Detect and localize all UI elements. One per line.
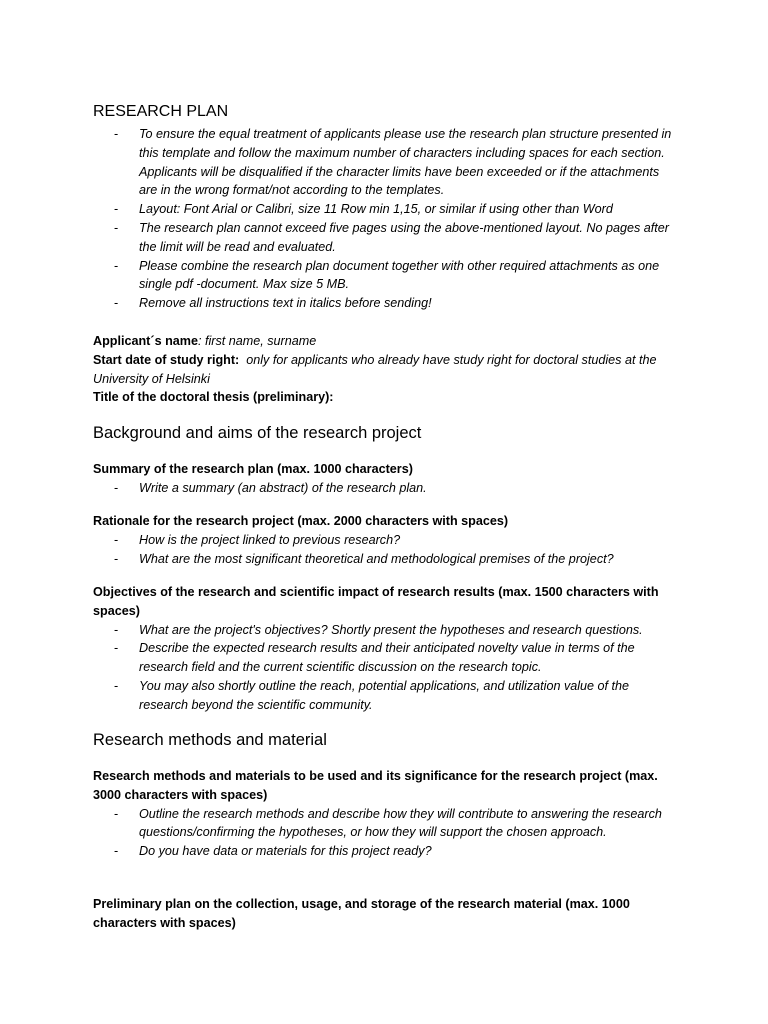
- dash-marker: -: [114, 220, 119, 235]
- instruction-text: Outline the research methods and describe how they will contribute to answering the research questions/confirming the hypotheses, or how they will support the chosen approach.: [139, 806, 662, 840]
- objectives-list: [93, 621, 676, 715]
- dash-marker: -: [114, 622, 119, 637]
- subsection-heading: Objectives of the research and scientific impact of research results (max. 1500 characters with spaces): [93, 585, 659, 618]
- list-item: [93, 479, 676, 498]
- applicant-name-label: Applicant´s name: [93, 334, 198, 348]
- instruction-text: What are the most significant theoretical and methodological premises of the project?: [139, 551, 614, 566]
- subsection-heading: Preliminary plan on the collection, usage, and storage of the research material (max. 1000 characters with spaces): [93, 897, 630, 930]
- dash-marker: -: [114, 806, 119, 821]
- applicant-name-value: : first name, surname: [197, 334, 317, 348]
- list-item: [93, 842, 676, 861]
- list-item: [93, 219, 676, 257]
- thesis-title-label: Title of the doctoral thesis (preliminary):: [93, 390, 334, 405]
- rationale-block: [93, 512, 676, 568]
- section-methods: [93, 729, 676, 751]
- list-item: [93, 125, 676, 200]
- instruction-text: What are the project's objectives? Shortly present the hypotheses and research questions.: [139, 622, 643, 637]
- instruction-text: Please combine the research plan document together with other required attachments as one single pdf -document. Max size 5 MB.: [139, 258, 660, 292]
- objectives-block: [93, 583, 676, 715]
- instruction-text: How is the project linked to previous research?: [139, 532, 401, 547]
- section-heading: Background and aims of the research project: [93, 424, 422, 442]
- instruction-text: You may also shortly outline the reach, potential applications, and utilization value of the research beyond the scientific community.: [139, 678, 630, 712]
- section-background: [93, 422, 676, 444]
- dash-marker: -: [114, 551, 119, 566]
- start-date-value: only for applicants who already have study right for doctoral studies at the University of Helsinki: [93, 352, 657, 386]
- start-date-label: Start date of study right:: [93, 352, 240, 367]
- dash-marker: -: [114, 532, 119, 547]
- list-item: [93, 677, 676, 715]
- section-heading: Research methods and material: [93, 731, 327, 749]
- applicant-info: [93, 332, 676, 407]
- instruction-text: Do you have data or materials for this project ready?: [139, 844, 432, 859]
- dash-marker: -: [114, 258, 119, 273]
- applicant-name-line: [93, 332, 676, 351]
- instruction-text: Remove all instructions text in italics before sending!: [139, 296, 432, 311]
- instruction-text: Describe the expected research results and their anticipated novelty value in terms of the research field and the current scientific discussion on the research topic.: [139, 641, 635, 675]
- collection-plan-block: [93, 895, 676, 933]
- subsection-heading: Research methods and materials to be used and its significance for the research project (max. 3000 characters with spaces): [93, 769, 658, 802]
- dash-marker: -: [114, 480, 119, 495]
- list-item: [93, 294, 676, 313]
- list-item: [93, 257, 676, 295]
- list-item: [93, 639, 676, 677]
- subsection-heading: Summary of the research plan (max. 1000 characters): [93, 462, 413, 476]
- list-item: [93, 200, 676, 219]
- subsection-heading: Rationale for the research project (max. 2000 characters with spaces): [93, 514, 509, 528]
- instruction-text: Write a summary (an abstract) of the research plan.: [139, 480, 427, 495]
- start-date-line: [93, 351, 676, 389]
- list-item: [93, 531, 676, 550]
- methods-list: [93, 805, 676, 861]
- dash-marker: -: [114, 641, 119, 656]
- list-item: [93, 621, 676, 640]
- instruction-text: To ensure the equal treatment of applicants please use the research plan structure presented in this template and follow the maximum number of characters including spaces for each section. Applicants will be disqualified if the character limits have been exceeded or if the attachments are in the wrong format/not according to the templates.: [139, 127, 672, 198]
- dash-marker: -: [114, 296, 119, 311]
- methods-block: [93, 767, 676, 861]
- rationale-list: [93, 531, 676, 569]
- dash-marker: -: [114, 844, 119, 859]
- dash-marker: -: [114, 202, 119, 217]
- instruction-text: Layout: Font Arial or Calibri, size 11 Row min 1,15, or similar if using other than Word: [139, 202, 613, 217]
- instruction-text: The research plan cannot exceed five pages using the above-mentioned layout. No pages after the limit will be read and evaluated.: [139, 220, 669, 254]
- summary-list: [93, 479, 676, 498]
- document-title: RESEARCH PLAN: [93, 103, 229, 120]
- summary-block: [93, 460, 676, 498]
- dash-marker: -: [114, 127, 119, 141]
- list-item: [93, 550, 676, 569]
- dash-marker: -: [114, 678, 119, 693]
- instructions-block: [93, 125, 676, 313]
- instructions-list: [93, 125, 676, 313]
- list-item: [93, 805, 676, 843]
